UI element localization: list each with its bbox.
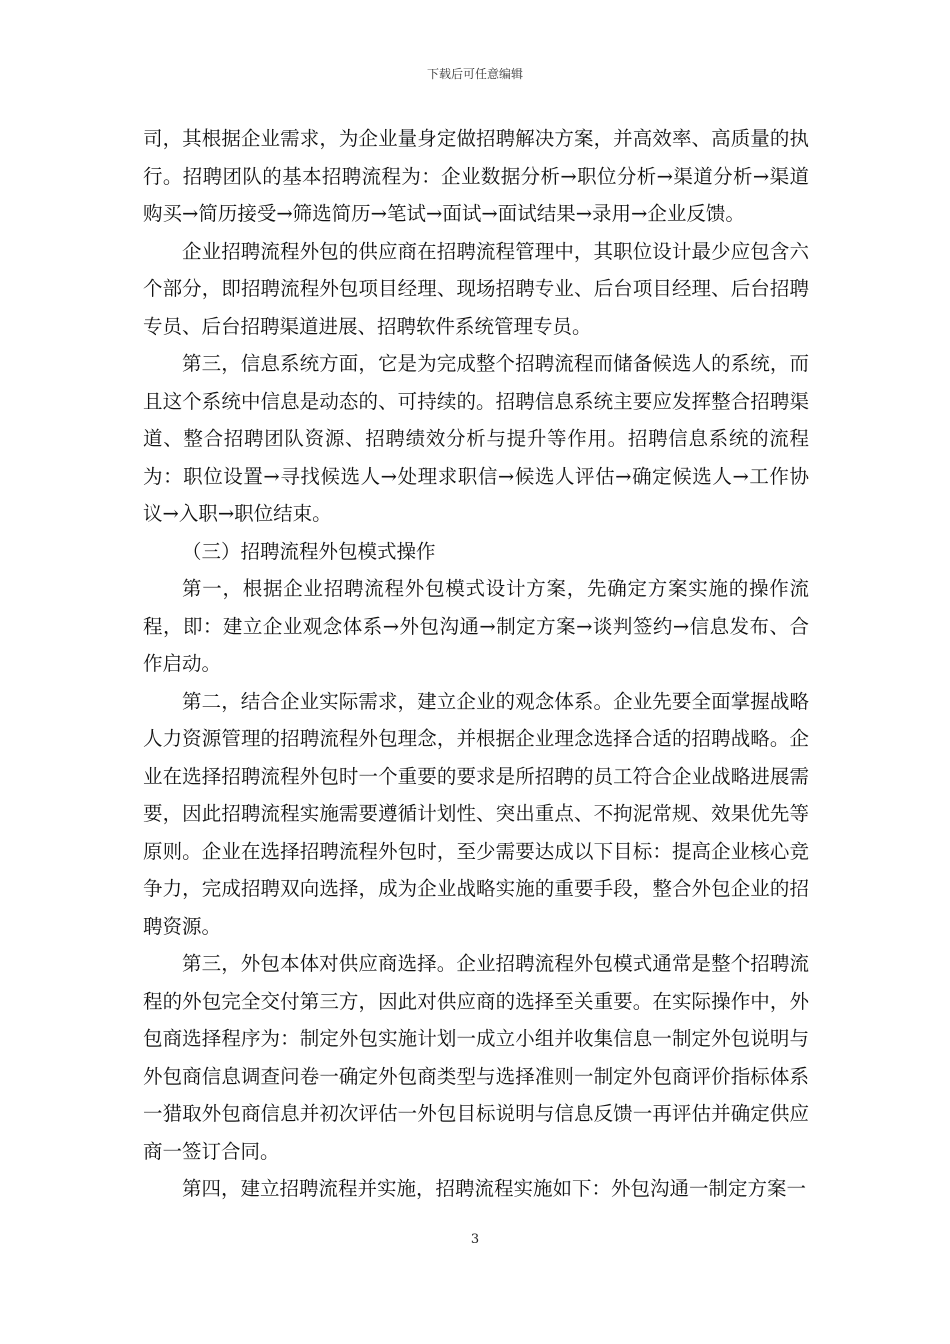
paragraph-1: 司，其根据企业需求，为企业量身定做招聘解决方案，并高效率、高质量的执行。招聘团队的基本招聘流程为：企业数据分析→职位分析→渠道分析→渠道购买→简历接受→筛选简历→笔试→面试→面试结果→录用→企业反馈。 (143, 127, 809, 225)
paragraph-3: 第三，信息系统方面，它是为完成整个招聘流程而储备候选人的系统，而且这个系统中信息是动态的、可持续的。招聘信息系统主要应发挥整合招聘渠道、整合招聘团队资源、招聘绩效分析与提升等作用。招聘信息系统的流程为：职位设置→寻找候选人→处理求职信→候选人评估→确定候选人→工作协议→入职→职位结束。 (143, 352, 809, 525)
paragraph-4: 第一，根据企业招聘流程外包模式设计方案，先确定方案实施的操作流程，即：建立企业观念体系→外包沟通→制定方案→谈判签约→信息发布、合作启动。 (143, 577, 809, 675)
paragraph-6: 第三，外包本体对供应商选择。企业招聘流程外包模式通常是整个招聘流程的外包完全交付第三方，因此对供应商的选择至关重要。在实际操作中，外包商选择程序为：制定外包实施计划一成立小组并收集信息一制定外包说明与外包商信息调查问卷一确定外包商类型与选择准则一制定外包商评价指标体系一猎取外包商信息并初次评估一外包目标说明与信息反馈一再评估并确定供应商一签订合同。 (143, 952, 809, 1163)
page-header: 下载后可任意编辑 (426, 67, 523, 81)
document-body (143, 120, 809, 1208)
paragraph-7: 第四，建立招聘流程并实施，招聘流程实施如下：外包沟通一制定方案一 (182, 1177, 807, 1200)
paragraph-2: 企业招聘流程外包的供应商在招聘流程管理中，其职位设计最少应包含六个部分，即招聘流程外包项目经理、现场招聘专业、后台项目经理、后台招聘专员、后台招聘渠道进展、招聘软件系统管理专员。 (143, 239, 809, 338)
page-number: 3 (470, 1232, 480, 1247)
section-heading: （三）招聘流程外包模式操作 (182, 539, 436, 563)
paragraph-5: 第二，结合企业实际需求，建立企业的观念体系。企业先要全面掌握战略人力资源管理的招聘流程外包理念，并根据企业理念选择合适的招聘战略。企业在选择招聘流程外包时一个重要的要求是所招聘的员工符合企业战略进展需要，因此招聘流程实施需要遵循计划性、突出重点、不拘泥常规、效果优先等原则。企业在选择招聘流程外包时，至少需要达成以下目标：提高企业核心竞争力，完成招聘双向选择，成为企业战略实施的重要手段，整合外包企业的招聘资源。 (143, 689, 809, 938)
